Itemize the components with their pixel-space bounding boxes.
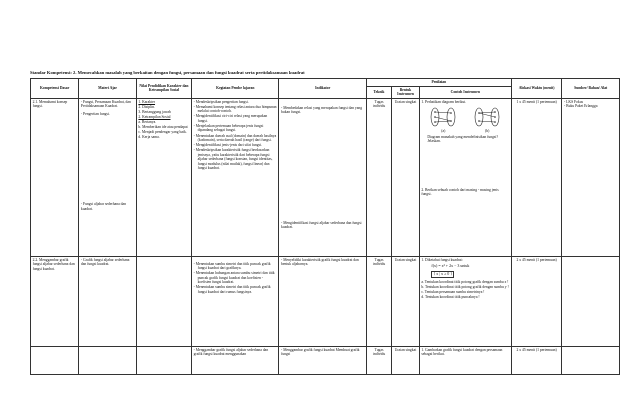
list-item: - Membedakan relasi yang merupakan fungsi dan yang bukan fungsi. [281,105,363,115]
list-item: b. Tentukan koordinat titik potong grafik dengan sumbu y ! [421,284,509,289]
kegiatan-cell [192,98,279,256]
bentuk-cell: Uraian singkat [392,256,420,346]
list-item: - Menentukan sumbu simetri dan titik puncak grafik fungsi kuadrat dari grafiknya. [193,261,271,271]
list-item: - Mendeskripsikan pengertian fungsi. [193,99,249,104]
teknik-cell: Tugas individu [366,346,391,374]
header-kegiatan: Kegiatan Pembe lajaran [192,79,279,99]
standar-kompetensi-title: Standar Kompetensi: 2. Memecahkan masalah yang berkaitan dengan fungsi, persamaan dan fungsi kuadrat serta pertidaksamaan kuadrat [30,70,305,75]
header-sumber: Sumber/ Bahan/ Alat [562,79,620,99]
indikator-cell: - Menggambar grafik fungsi kuadrat Membuat grafik fungsi [279,346,366,374]
nilai-cell [136,98,191,256]
list-item: a. Bertanya. [138,119,157,124]
materi-cell [79,346,137,374]
header-penilaian: Penilaian [366,79,511,87]
header-indikator: Indikator [279,79,366,99]
list-item: - Menjelaskan pertemuan beberapa jenis fungsi dipandang sebagai fungsi. [193,123,264,133]
list-item: c. Menjadi pendengar yang baik. [138,130,187,135]
header-nilai-pendidikan: Nilai Pendidikan Karakter dan Ketrampilan Sosial [136,79,191,99]
relation-diagram-b [474,106,500,128]
list-item: - Mengidentifikasi jenis-jenis dari sifat fungsi. [193,143,263,148]
list-item: c. Tentukan persamaan sumbu simetrinya ! [421,290,485,295]
nilai-cell [136,256,191,346]
question-1b: Diagram manakah yang mendefinisikan fungsi? Jelaskan. [427,134,499,144]
alokasi-cell: 1 x 45 menit (1 pertemuan) [511,98,562,256]
list-item: 2. Disiplin. [138,104,155,109]
diagram-labels [421,129,509,134]
indikator-cell [279,98,366,256]
header-teknik: Teknik [366,86,391,98]
table-row [31,346,620,374]
list-item: - LKS Fokus [564,99,584,104]
nilai-cell [136,346,191,374]
contoh-cell: 1. Gambarkan grafik fungsi kuadrat dengan persamaan sebagai berikut. [419,346,511,374]
sumber-cell [562,346,620,374]
alokasi-cell: 2 x 45 menit (1 pertemuan) [511,256,562,346]
diagram-label-b: (b) [485,129,490,134]
diagram-label-a: (a) [441,129,446,134]
list-item: - Mendeskripsikan karakteristik fungsi berdasarkan jenisnya, yaitu karakteristik dari beberapa fungsi aljabar sederhana (fungsi konstan, fungsi identitas, fungsi modulus (nilai mutlak), fungsi linear) dan fungsi kuadrat. [193,148,273,171]
list-item: a. Tentukan koordinat titik potong grafik dengan sumbu x ! [421,279,509,284]
header-row-1 [31,79,620,87]
list-item: - Menentukan sumbu simetri dan titik puncak grafik fungsi kuadrat dari rumus fungsinya. [193,285,271,294]
table-row [31,256,620,346]
bentuk-cell: Uraian singkat [392,98,420,256]
header-alokasi: Alokasi Waktu (menit) [511,79,562,99]
list-item: - Fungsi, Persamaan Kuadrat, dan Pertidaksamaan Kuadrat. [80,99,131,109]
list-item: - Mengidentifikasi fungsi aljabar sederhana dan fungsi kuadrat. [281,220,362,230]
list-item: 1. Karakter [138,99,156,104]
list-item: b. Memberikan ide atau pendapat [138,125,188,130]
list-item: - Memahami konsep tentang relasi antara dua himpunan melalui contoh-contoh. [193,104,277,114]
question-1: 1. Perhatikan diagram berikut. [421,99,467,104]
header-kompetensi-dasar: Kompetensi Dasar [31,79,79,99]
kegiatan-cell [192,256,279,346]
teknik-cell: Tugas individu [366,98,391,256]
diagram-group [421,106,509,128]
list-item: - Pengertian fungsi. [80,111,110,116]
list-item: - Mengidentifikasi ciri-ciri relasi yang merupakan fungsi. [193,114,268,123]
question-intro: 1. Diketahui fungsi kuadrat: [421,257,463,262]
header-materi-ajar: Materi Ajar [79,79,137,99]
syllabus-table [30,78,620,375]
materi-cell: - Grafik fungsi aljabar sederhana dan fungsi kuadrat. [79,256,137,346]
list-item: 3. Bertanggung jawab [138,109,171,114]
kegiatan-cell: - Menggambar grafik fungsi aljabar sederhana dan grafik fungsi kuadrat menggunakan [192,346,279,374]
domain-set: { x | x ≥ 0 } [433,270,453,276]
list-item: - Fungsi aljabar sederhana dan kuadrat. [80,202,126,211]
contoh-cell [419,98,511,256]
relation-diagram-a [430,106,456,128]
sumber-cell [562,256,620,346]
sumber-cell [562,98,620,256]
teknik-cell: Tugas individu [366,256,391,346]
kd-cell [31,346,79,374]
materi-cell [79,98,137,256]
list-item: 2. Ketrampilan Sosial [138,114,171,119]
header-bentuk: Bentuk Instrumen [392,86,420,98]
bentuk-cell: Uraian singkat [392,346,420,374]
quadratic-formula: f(x) = x² + 2x − 3 untuk [431,263,470,269]
list-item: - Menentukan hubungan antara sumbu simetri dan titik puncak grafik fungsi kuadrat dan koefisien - koefisien fungsi kuadrat. [193,271,275,285]
list-item: - Menentukan daerah asal (domain) dan daerah hasilnya (kodomain), serta daerah hasil (range) dari fungsi. [193,133,277,143]
table-row [31,98,620,256]
header-contoh: Contoh Instrumen [419,86,511,98]
list-item: d. Tentukan koordinat titik puncaknya ! [421,295,480,300]
kd-cell: 2.2. Menggambar grafik fungsi aljabar sederhana dan fungsi kuadrat. [31,256,79,346]
alokasi-cell: 2 x 45 menit (1 pertemuan) [511,346,562,374]
kd-cell: 2.1. Memahami konsep fungsi. [31,98,79,256]
contoh-cell [419,256,511,346]
list-item: d. Kerja sama. [138,135,160,140]
indikator-cell: - Menyelidiki karakteristik grafik fungsi kuadrat dan bentuk aljabarnya. [279,256,366,346]
list-item: - Buku Paket Erlangga [564,104,598,109]
question-2: 2. Berikan sebuah contoh dari masing - masing jenis fungsi. [421,187,499,197]
